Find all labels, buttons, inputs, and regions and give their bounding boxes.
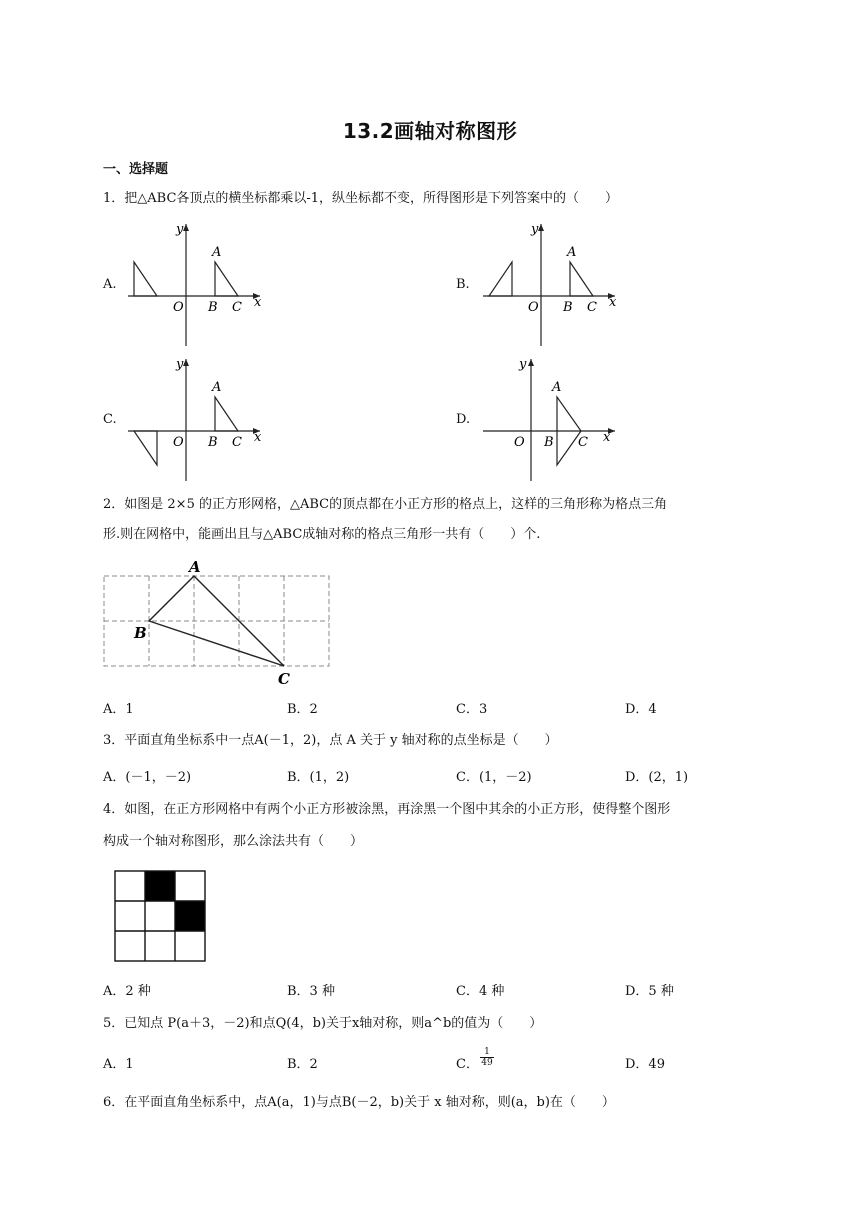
- q4-option-c: C．4 种: [456, 984, 505, 999]
- q1-graph-b: [475, 218, 635, 348]
- q1-graph-d: [475, 353, 635, 483]
- svg-text:x: x: [603, 430, 611, 445]
- q4-option-a: A．2 种: [103, 984, 151, 999]
- question-5-stem: 5．已知点 P(a＋3，－2)和点Q(4，b)关于x轴对称，则a^b的值为（ ）: [103, 1016, 543, 1031]
- q2-point-b-label: B: [134, 624, 147, 642]
- y-axis-label: y: [176, 222, 184, 237]
- fraction-numerator: 1: [484, 1047, 490, 1057]
- q5-option-b: B．2: [287, 1057, 318, 1072]
- point-c-label: C: [232, 300, 242, 315]
- question-4-stem-line-2: 构成一个轴对称图形，那么涂法共有（ ）: [103, 834, 364, 849]
- q2-grid-figure: [96, 558, 346, 688]
- q3-option-c: C．(1，－2): [456, 770, 532, 785]
- q4-option-d: D．5 种: [625, 984, 674, 999]
- x-axis-label: x: [254, 295, 262, 310]
- q1-option-a-label: A.: [103, 277, 117, 292]
- q1-option-b-label: B.: [456, 277, 470, 292]
- svg-text:C: C: [578, 435, 588, 450]
- svg-text:B: B: [544, 435, 554, 450]
- q4-grid-figure: [113, 869, 207, 963]
- q5-option-d: D．49: [625, 1057, 665, 1072]
- svg-text:A: A: [212, 380, 222, 395]
- question-6-stem: 6．在平面直角坐标系中，点A(a，1)与点B(－2，b)关于 x 轴对称，则(a，b)在（ ）: [103, 1095, 615, 1110]
- svg-text:O: O: [514, 435, 525, 450]
- q3-option-b: B．(1，2): [287, 770, 350, 785]
- q5-option-c-fraction: [480, 1047, 494, 1068]
- svg-text:x: x: [254, 430, 262, 445]
- svg-text:x: x: [609, 295, 617, 310]
- origin-label: O: [173, 300, 184, 315]
- q5-option-c-label: C．: [456, 1057, 479, 1072]
- fraction-denominator: 49: [481, 1058, 493, 1068]
- section-heading: 一、选择题: [103, 162, 169, 177]
- point-b-label: B: [208, 300, 218, 315]
- question-4-stem-line-1: 4．如图，在正方形网格中有两个小正方形被涂黑，再涂黑一个图中其余的小正方形，使得整个图形: [103, 802, 671, 817]
- svg-text:C: C: [587, 300, 597, 315]
- q1-option-d-label: D.: [456, 412, 471, 427]
- svg-text:O: O: [173, 435, 184, 450]
- svg-text:B: B: [208, 435, 218, 450]
- page-title: 13.2画轴对称图形: [342, 119, 518, 143]
- question-2-stem-line-1: 2．如图是 2×5 的正方形网格，△ABC的顶点都在小正方形的格点上，这样的三角形称为格点三角: [103, 497, 668, 512]
- question-1-stem: 1．把△ABC各顶点的横坐标都乘以-1，纵坐标都不变，所得图形是下列答案中的（ ）: [103, 191, 619, 206]
- q2-option-b: B．2: [287, 702, 318, 717]
- svg-text:y: y: [531, 222, 539, 237]
- q2-point-a-label: A: [189, 558, 201, 576]
- q2-option-c: C．3: [456, 702, 488, 717]
- q3-option-a: A．(－1，－2): [103, 770, 192, 785]
- svg-text:A: A: [567, 245, 577, 260]
- q2-option-d: D．4: [625, 702, 657, 717]
- point-a-label: A: [212, 245, 222, 260]
- question-2-stem-line-2: 形.则在网格中，能画出且与△ABC成轴对称的格点三角形一共有（ ）个.: [103, 527, 541, 542]
- svg-text:y: y: [176, 357, 184, 372]
- svg-text:O: O: [528, 300, 539, 315]
- svg-text:C: C: [232, 435, 242, 450]
- question-3-stem: 3．平面直角坐标系中一点A(－1，2)，点 A 关于 y 轴对称的点坐标是（ ）: [103, 733, 558, 748]
- svg-text:B: B: [563, 300, 573, 315]
- svg-text:A: A: [552, 380, 562, 395]
- q1-graph-c: [120, 353, 280, 483]
- q2-option-a: A．1: [103, 702, 134, 717]
- q1-graph-a: [120, 218, 280, 348]
- q4-option-b: B．3 种: [287, 984, 335, 999]
- q1-option-c-label: C.: [103, 412, 117, 427]
- svg-text:y: y: [519, 357, 527, 372]
- q2-point-c-label: C: [278, 670, 290, 688]
- q5-option-a: A．1: [103, 1057, 134, 1072]
- q3-option-d: D．(2，1): [625, 770, 689, 785]
